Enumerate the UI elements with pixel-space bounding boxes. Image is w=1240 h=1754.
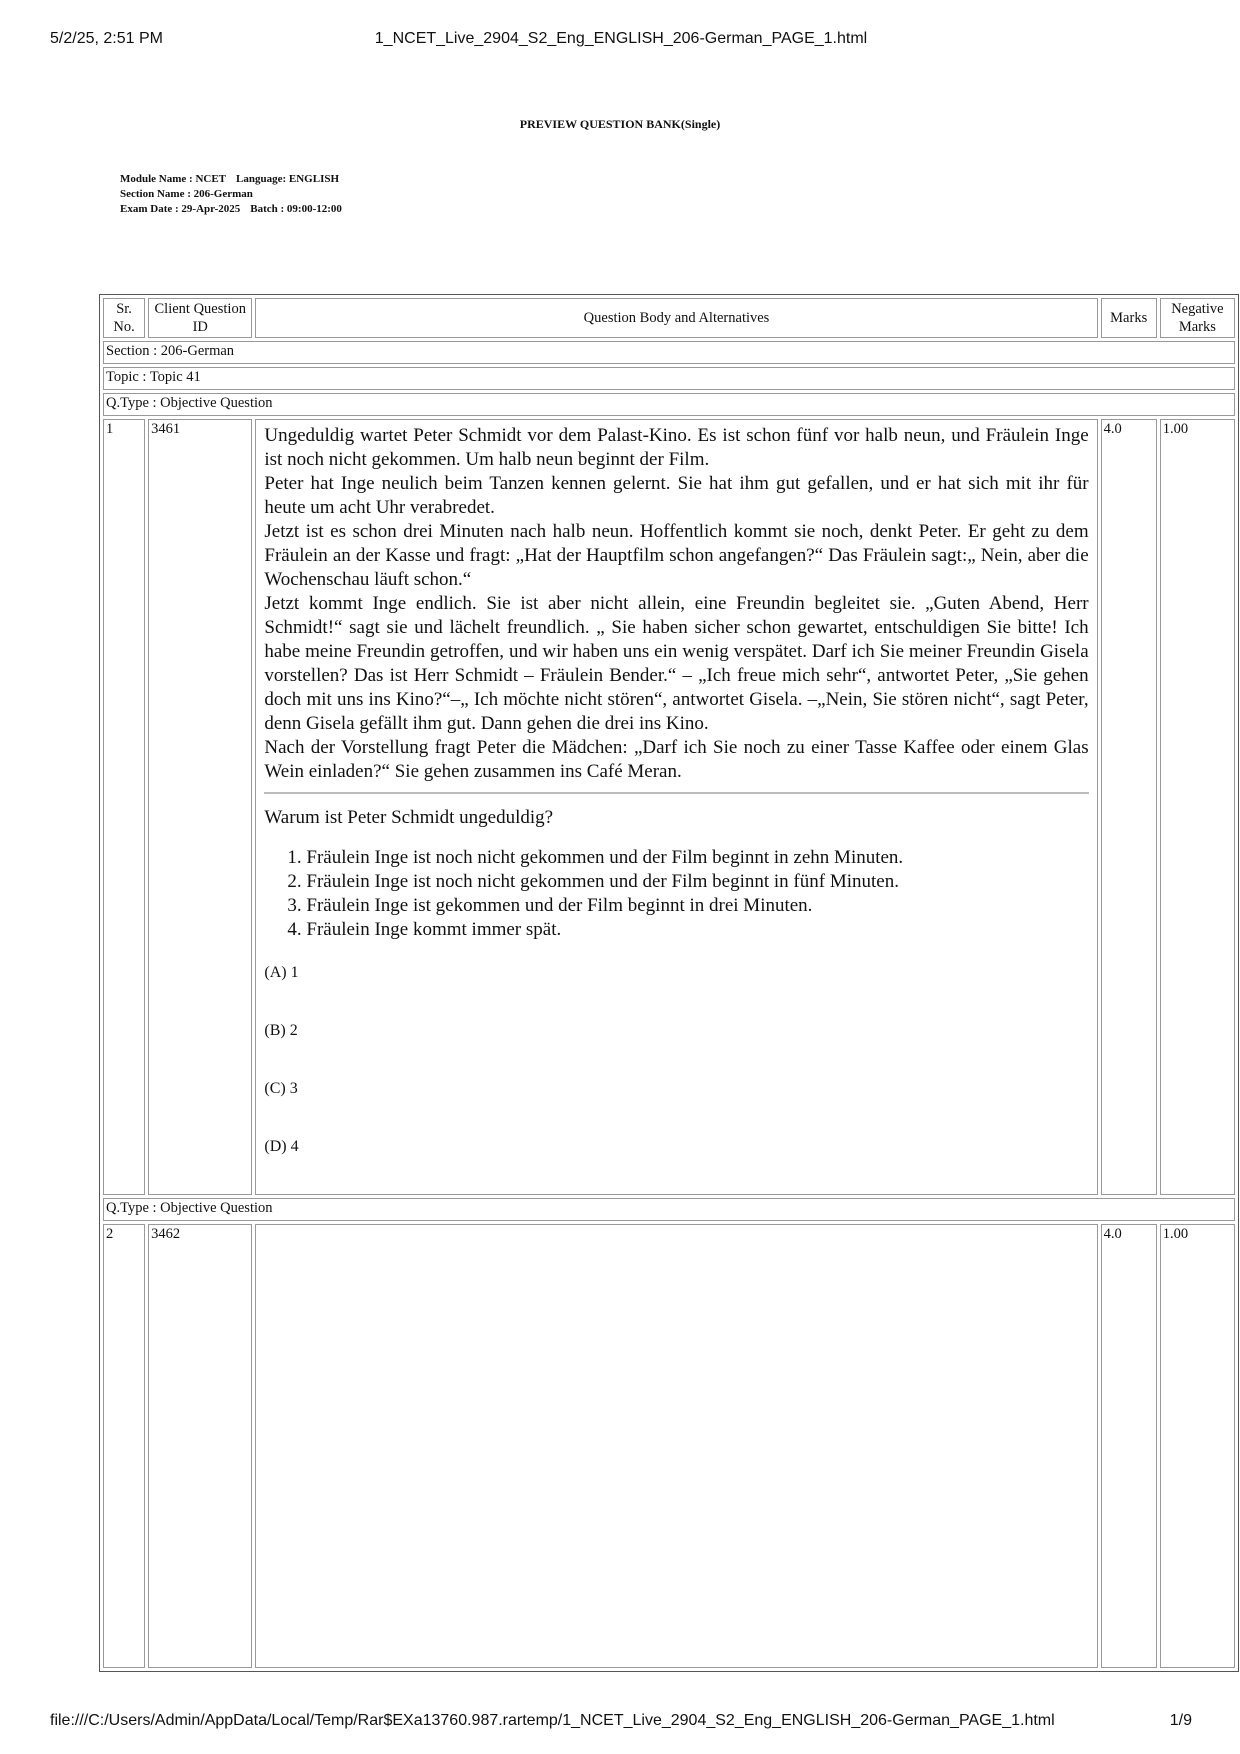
question-row xyxy=(103,1224,1235,1668)
question-marks: 4.0 xyxy=(1101,419,1157,1195)
reading-passage xyxy=(264,424,1088,784)
alternative-d: (D) 4 xyxy=(264,1138,299,1155)
question-negative-marks: 1.00 xyxy=(1160,1224,1235,1668)
question-stem: Warum ist Peter Schmidt ungeduldig? xyxy=(264,807,554,828)
question-client-id: 3461 xyxy=(148,419,252,1195)
header-marks: Marks xyxy=(1101,298,1157,338)
question-bank-table xyxy=(99,294,1239,1672)
topic-label: Topic : Topic 41 xyxy=(103,367,1235,390)
qtype-label: Q.Type : Objective Question xyxy=(103,1198,1235,1221)
exam-metadata xyxy=(120,172,342,217)
header-sr-no: Sr. No. xyxy=(103,298,145,338)
question-client-id: 3462 xyxy=(148,1224,252,1668)
print-footer xyxy=(50,1712,1192,1736)
statement-item: 1. Fräulein Inge ist noch nicht gekommen und der Film beginnt in zehn Minuten. xyxy=(306,846,1088,870)
topic-row xyxy=(103,367,1235,390)
module-name: Module Name : NCET xyxy=(120,173,227,185)
exam-date-batch-line xyxy=(120,202,342,217)
print-filename: 1_NCET_Live_2904_S2_Eng_ENGLISH_206-German_PAGE_1.html xyxy=(374,30,868,47)
question-row xyxy=(103,419,1235,1195)
statement-item: 2. Fräulein Inge ist noch nicht gekommen und der Film beginnt in fünf Minuten. xyxy=(306,870,1088,894)
passage-paragraph: Jetzt ist es schon drei Minuten nach halb neun. Hoffentlich kommt sie noch, denkt Peter. Er geht zu dem Fräulein an der Kasse und fragt: „Hat der Hauptfilm schon angefangen?“ Das Fräulein sagt:„ Nein, aber die Wochenschau läuft schon.“ xyxy=(264,521,1089,590)
qtype-row xyxy=(103,393,1235,416)
passage-paragraph: Jetzt kommt Inge endlich. Sie ist aber nicht allein, eine Freundin begleitet sie. „Guten Abend, Herr Schmidt!“ sagt sie und lächelt freundlich. „ Sie haben sicher schon gewartet, entschuldigen Sie bitte! Ich habe meine Freundin getroffen, und wir haben uns ein wenig verspätet. Darf ich Sie meiner Freundin Gisela vorstellen? Das ist Herr Schmidt – Fräulein Bender.“ – „Ich freue mich sehr“, antwortet Peter, „Sie gehen doch mit uns ins Kino?“–„ Ich möchte nicht stören“, antwortet Gisela. –„Nein, Sie stören nicht“, sagt Peter, denn Gisela gefällt ihm gut. Dann gehen die drei ins Kino. xyxy=(264,593,1089,734)
language: Language: ENGLISH xyxy=(236,173,340,185)
header-client-question-id: Client Question ID xyxy=(148,298,252,338)
exam-date: Exam Date : 29-Apr-2025 xyxy=(120,203,241,215)
table-header-row xyxy=(103,298,1235,338)
question-marks: 4.0 xyxy=(1101,1224,1157,1668)
print-datetime: 5/2/25, 2:51 PM xyxy=(50,30,163,47)
module-language-line xyxy=(120,172,342,187)
question-bank-table-wrapper xyxy=(99,294,1224,1714)
print-header xyxy=(50,30,1192,54)
qtype-row xyxy=(103,1198,1235,1221)
section-row xyxy=(103,341,1235,364)
statement-item: 4. Fräulein Inge kommt immer spät. xyxy=(306,918,1088,942)
batch: Batch : 09:00-12:00 xyxy=(250,203,342,215)
passage-divider xyxy=(264,792,1088,794)
passage-paragraph: Ungeduldig wartet Peter Schmidt vor dem Palast-Kino. Es ist schon fünf vor halb neun, und Fräulein Inge ist noch nicht gekommen. Um halb neun beginnt der Film. xyxy=(264,425,1089,470)
passage-paragraph: Peter hat Inge neulich beim Tanzen kennen gelernt. Sie hat ihm gut gefallen, und er hat sich mit ihr für heute um acht Uhr verabredet. xyxy=(264,473,1089,518)
alternative-a: (A) 1 xyxy=(264,964,299,981)
section-name: Section Name : 206-German xyxy=(120,188,253,200)
qtype-label: Q.Type : Objective Question xyxy=(103,393,1235,416)
section-label: Section : 206-German xyxy=(103,341,1235,364)
alternative-b: (B) 2 xyxy=(264,1022,298,1039)
question-sr-no: 2 xyxy=(103,1224,145,1668)
document-title: PREVIEW QUESTION BANK(Single) xyxy=(519,117,721,131)
print-file-path: file:///C:/Users/Admin/AppData/Local/Temp/Rar$EXa13760.987.rartemp/1_NCET_Live_2904_S2_Eng_ENGLISH_206-German_PAGE_1.html xyxy=(50,1712,1055,1729)
alternative-c: (C) 3 xyxy=(264,1080,298,1097)
question-body xyxy=(255,1224,1097,1668)
statement-item: 3. Fräulein Inge ist gekommen und der Film beginnt in drei Minuten. xyxy=(306,894,1088,918)
question-body xyxy=(255,419,1097,1195)
header-question-body: Question Body and Alternatives xyxy=(255,298,1097,338)
print-page-number: 1/9 xyxy=(1169,1712,1192,1729)
statement-list xyxy=(264,846,1088,942)
question-negative-marks: 1.00 xyxy=(1160,419,1235,1195)
header-negative-marks: Negative Marks xyxy=(1160,298,1235,338)
question-sr-no: 1 xyxy=(103,419,145,1195)
passage-paragraph: Nach der Vorstellung fragt Peter die Mädchen: „Darf ich Sie noch zu einer Tasse Kaffee oder einem Glas Wein einladen?“ Sie gehen zusammen ins Café Meran. xyxy=(264,737,1089,782)
